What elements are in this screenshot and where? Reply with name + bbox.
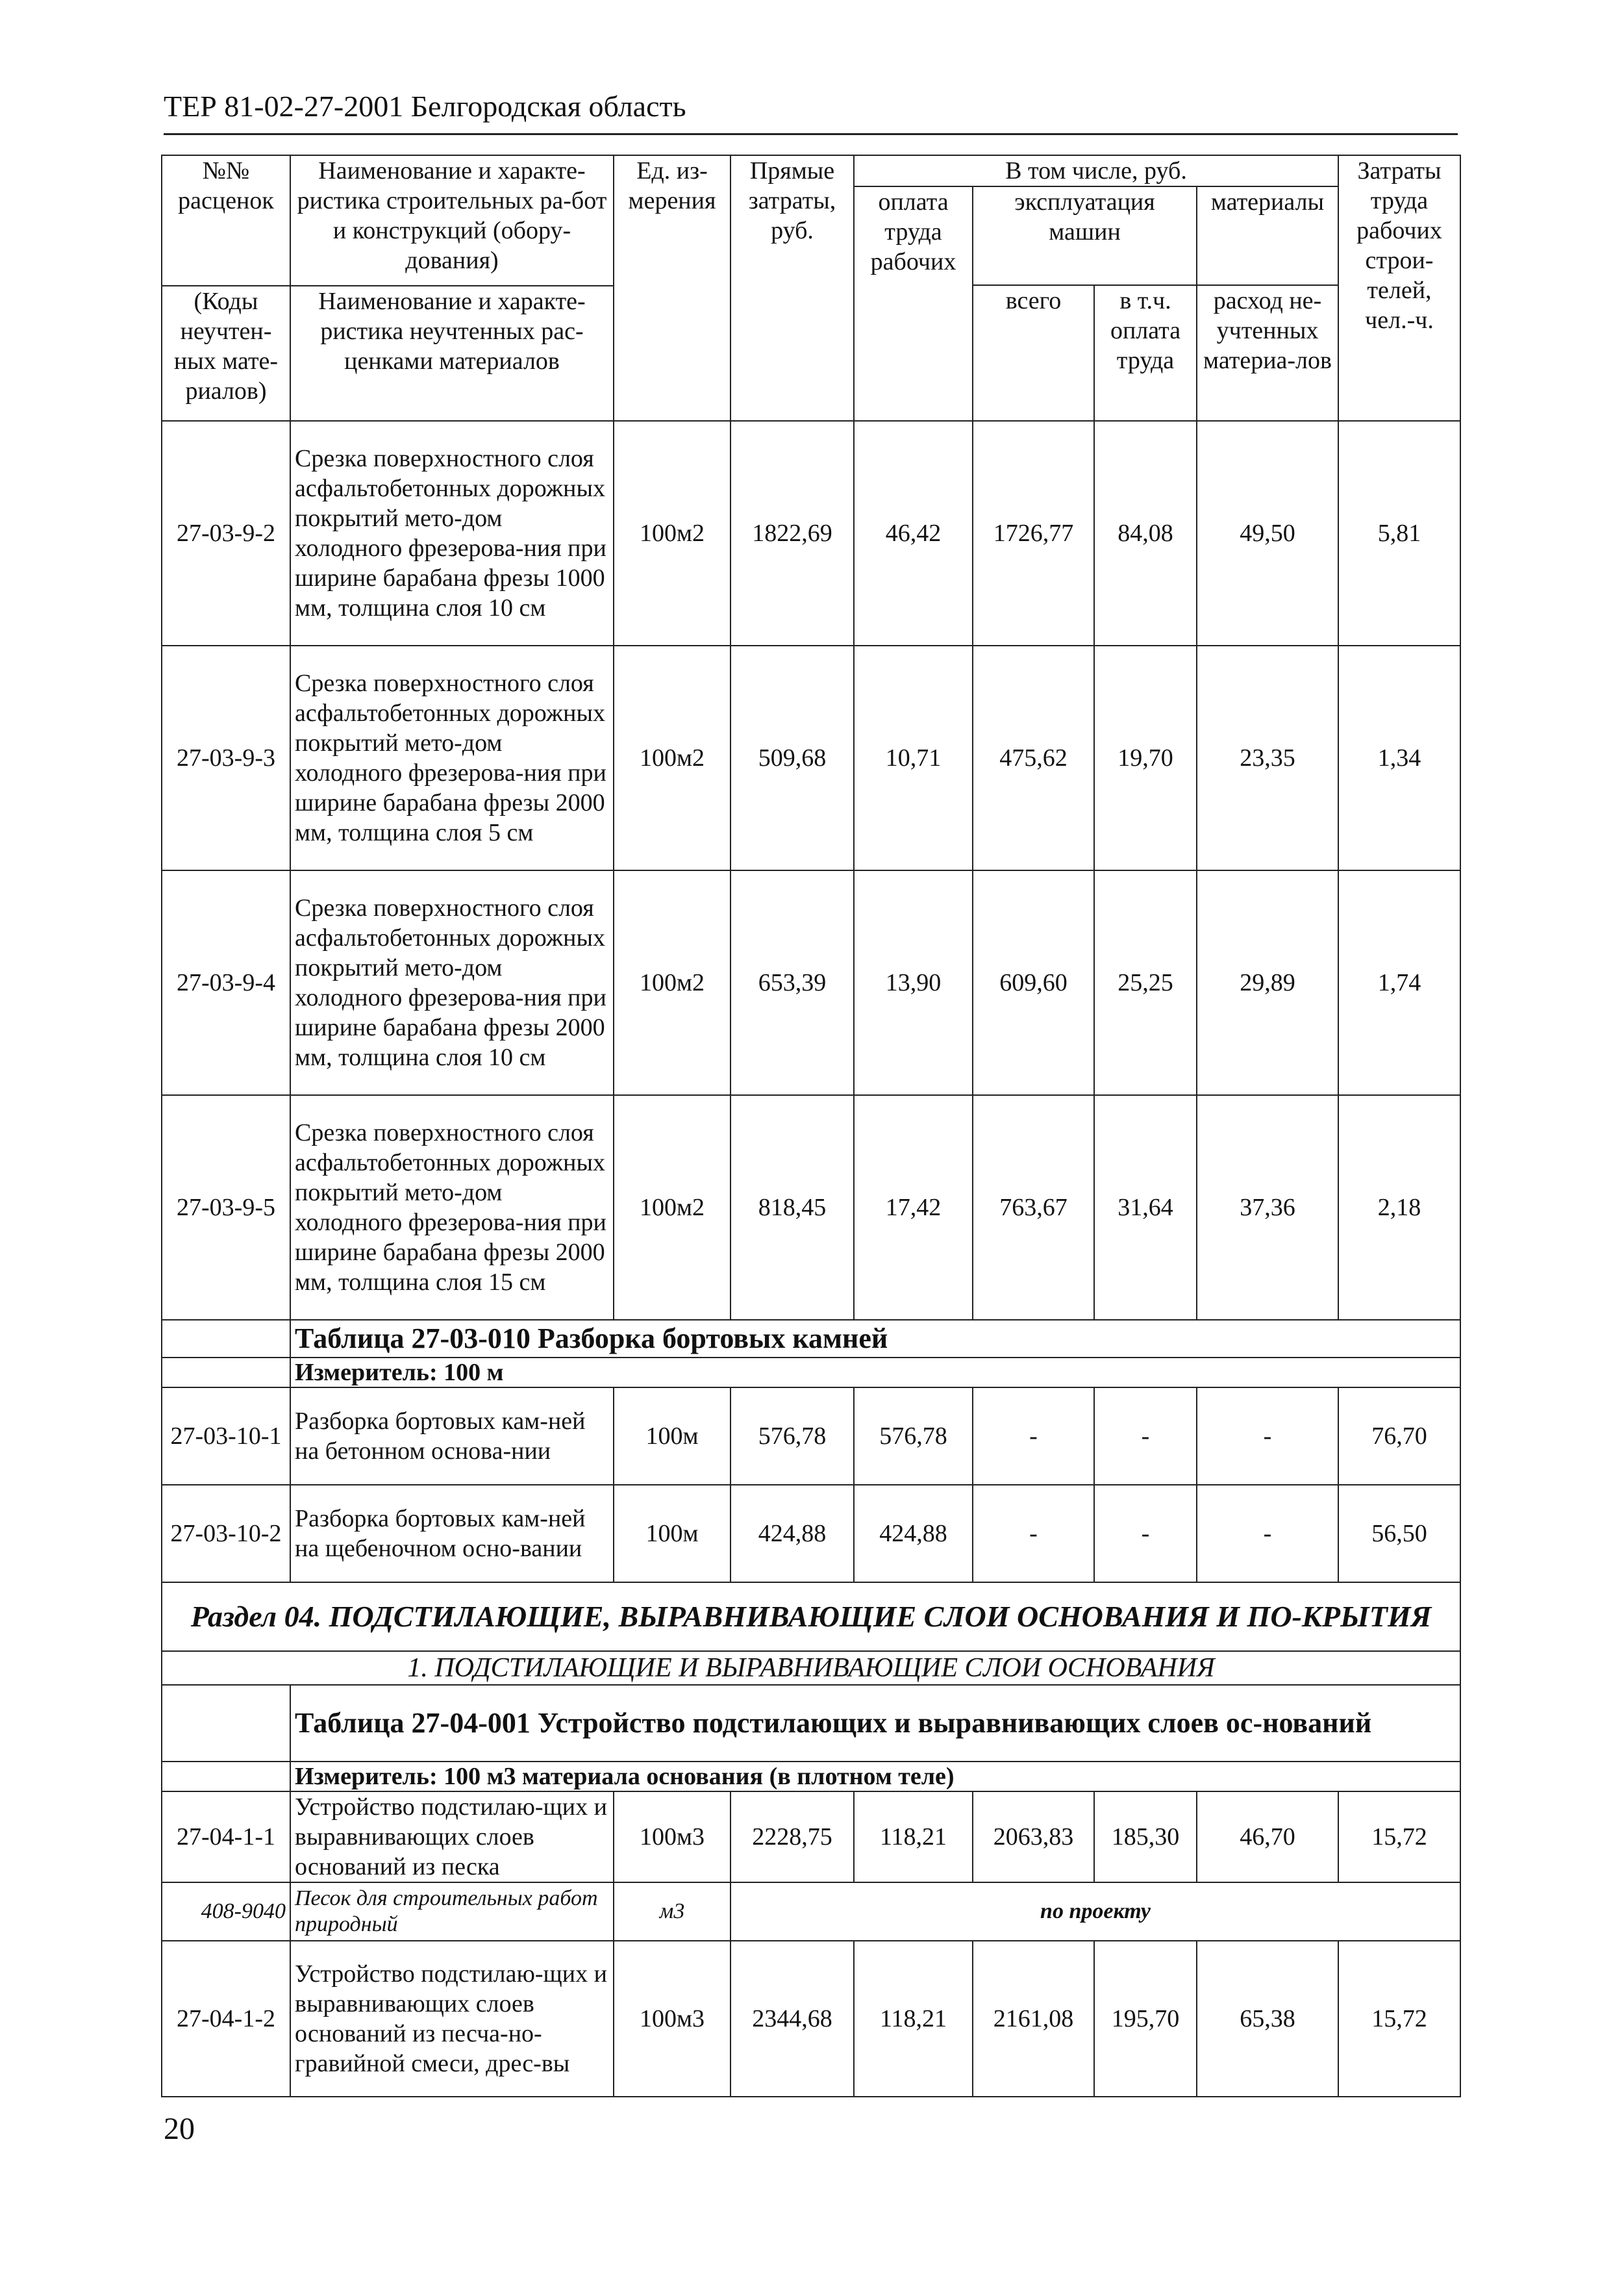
row-labor: 1,74 xyxy=(1338,870,1460,1095)
row-unit: 100м2 xyxy=(614,421,731,646)
hdr-materials: материалы xyxy=(1197,186,1338,285)
table-title: Таблица 27-04-001 Устройство подстилающих и выравнивающих слоев ос-нований xyxy=(290,1685,1460,1762)
row-labor: 5,81 xyxy=(1338,421,1460,646)
material-unit: м3 xyxy=(614,1882,731,1941)
row-direct: 1822,69 xyxy=(731,421,854,646)
row-pay: 424,88 xyxy=(854,1485,973,1582)
row-code: 27-04-1-2 xyxy=(162,1941,290,2097)
row-code: 27-03-9-5 xyxy=(162,1095,290,1320)
row-pay: 13,90 xyxy=(854,870,973,1095)
hdr-code2: (Коды неучтен-ных мате-риалов) xyxy=(162,286,290,421)
material-row xyxy=(162,1882,1460,1941)
row-labor: 1,34 xyxy=(1338,646,1460,870)
row-pay: 10,71 xyxy=(854,646,973,870)
hdr-total: всего xyxy=(973,285,1094,421)
row-code: 27-03-9-2 xyxy=(162,421,290,646)
row-mpay: 195,70 xyxy=(1094,1941,1197,2097)
row-unit: 100м2 xyxy=(614,1095,731,1320)
row-pay: 118,21 xyxy=(854,1941,973,2097)
header-rule xyxy=(164,133,1458,135)
hdr-labor-pay: оплата труда рабочих xyxy=(854,186,973,421)
material-code: 408-9040 xyxy=(162,1882,290,1941)
row-mat: - xyxy=(1197,1387,1338,1485)
row-name: Устройство подстилаю-щих и выравнивающих слоев оснований из песча-но-гравийной смеси, дрес-вы xyxy=(290,1941,614,2097)
page-header: ТЕР 81-02-27-2001 Белгородская область xyxy=(164,90,686,123)
hdr-unacc: расход не-учтенных материа-лов xyxy=(1197,285,1338,421)
row-labor: 15,72 xyxy=(1338,1941,1460,2097)
row-unit: 100м3 xyxy=(614,1941,731,2097)
row-code: 27-04-1-1 xyxy=(162,1791,290,1882)
row-pay: 118,21 xyxy=(854,1791,973,1882)
row-mach: - xyxy=(973,1485,1094,1582)
table-row xyxy=(162,1095,1460,1320)
row-name: Разборка бортовых кам-ней на бетонном основа-нии xyxy=(290,1387,614,1485)
row-mat: 23,35 xyxy=(1197,646,1338,870)
table-row xyxy=(162,1485,1460,1582)
row-direct: 653,39 xyxy=(731,870,854,1095)
row-labor: 56,50 xyxy=(1338,1485,1460,1582)
material-note: по проекту xyxy=(731,1882,1460,1941)
row-code: 27-03-9-3 xyxy=(162,646,290,870)
row-pay: 17,42 xyxy=(854,1095,973,1320)
row-direct: 2228,75 xyxy=(731,1791,854,1882)
row-mpay: - xyxy=(1094,1485,1197,1582)
row-unit: 100м2 xyxy=(614,646,731,870)
table-row xyxy=(162,1941,1460,2097)
row-direct: 509,68 xyxy=(731,646,854,870)
row-name: Срезка поверхностного слоя асфальтобетонных дорожных покрытий мето-дом холодного фрезерова-ния при ширине барабана фрезы 2000 мм, толщина слоя 10 см xyxy=(290,870,614,1095)
hdr-name2: Наименование и характе-ристика неучтенных рас-ценками материалов xyxy=(290,286,614,421)
row-code: 27-03-9-4 xyxy=(162,870,290,1095)
row-unit: 100м2 xyxy=(614,870,731,1095)
row-labor: 2,18 xyxy=(1338,1095,1460,1320)
row-mat: 65,38 xyxy=(1197,1941,1338,2097)
table-row xyxy=(162,870,1460,1095)
row-direct: 818,45 xyxy=(731,1095,854,1320)
row-mach: 475,62 xyxy=(973,646,1094,870)
row-code: 27-03-10-1 xyxy=(162,1387,290,1485)
row-pay: 46,42 xyxy=(854,421,973,646)
row-mpay: 19,70 xyxy=(1094,646,1197,870)
row-mach: 2063,83 xyxy=(973,1791,1094,1882)
row-mach: 763,67 xyxy=(973,1095,1094,1320)
row-name: Срезка поверхностного слоя асфальтобетонных дорожных покрытий мето-дом холодного фрезерова-ния при ширине барабана фрезы 1000 мм, толщина слоя 10 см xyxy=(290,421,614,646)
hdr-incl-pay: в т.ч. оплата труда xyxy=(1094,285,1197,421)
subsection-title: 1. ПОДСТИЛАЮЩИЕ И ВЫРАВНИВАЮЩИЕ СЛОИ ОСНОВАНИЯ xyxy=(162,1651,1460,1685)
row-code: 27-03-10-2 xyxy=(162,1485,290,1582)
table-row xyxy=(162,1791,1460,1882)
hdr-unit: Ед. из-мерения xyxy=(614,155,731,421)
row-mat: - xyxy=(1197,1485,1338,1582)
row-labor: 76,70 xyxy=(1338,1387,1460,1485)
row-name: Срезка поверхностного слоя асфальтобетонных дорожных покрытий мето-дом холодного фрезерова-ния при ширине барабана фрезы 2000 мм, толщина слоя 5 см xyxy=(290,646,614,870)
row-mach: 2161,08 xyxy=(973,1941,1094,2097)
row-mpay: 185,30 xyxy=(1094,1791,1197,1882)
hdr-machines: эксплуатация машин xyxy=(973,186,1197,285)
hdr-direct: Прямые затраты, руб. xyxy=(731,155,854,421)
row-unit: 100м3 xyxy=(614,1791,731,1882)
row-mach: - xyxy=(973,1387,1094,1485)
row-mat: 37,36 xyxy=(1197,1095,1338,1320)
page-number: 20 xyxy=(164,2112,195,2146)
row-mpay: 84,08 xyxy=(1094,421,1197,646)
row-mat: 46,70 xyxy=(1197,1791,1338,1882)
row-unit: 100м xyxy=(614,1485,731,1582)
row-name: Срезка поверхностного слоя асфальтобетонных дорожных покрытий мето-дом холодного фрезерова-ния при ширине барабана фрезы 2000 мм, толщина слоя 15 см xyxy=(290,1095,614,1320)
row-mpay: 31,64 xyxy=(1094,1095,1197,1320)
hdr-incl: В том числе, руб. xyxy=(854,155,1338,186)
row-direct: 2344,68 xyxy=(731,1941,854,2097)
row-labor: 15,72 xyxy=(1338,1791,1460,1882)
row-direct: 424,88 xyxy=(731,1485,854,1582)
row-unit: 100м xyxy=(614,1387,731,1485)
row-name: Разборка бортовых кам-ней на щебеночном осно-вании xyxy=(290,1485,614,1582)
row-mat: 49,50 xyxy=(1197,421,1338,646)
section-title: Раздел 04. ПОДСТИЛАЮЩИЕ, ВЫРАВНИВАЮЩИЕ СЛОИ ОСНОВАНИЯ И ПО-КРЫТИЯ xyxy=(162,1582,1460,1651)
row-mach: 1726,77 xyxy=(973,421,1094,646)
table-row xyxy=(162,646,1460,870)
row-mpay: - xyxy=(1094,1387,1197,1485)
hdr-name: Наименование и характе-ристика строительных ра-бот и конструкций (обору-дования) xyxy=(290,155,614,286)
table-title: Таблица 27-03-010 Разборка бортовых камней xyxy=(290,1320,1460,1358)
row-pay: 576,78 xyxy=(854,1387,973,1485)
row-name: Устройство подстилаю-щих и выравнивающих слоев оснований из песка xyxy=(290,1791,614,1882)
table-row xyxy=(162,421,1460,646)
row-mach: 609,60 xyxy=(973,870,1094,1095)
table-meter: Измеритель: 100 м3 материала основания (в плотном теле) xyxy=(290,1762,1460,1791)
hdr-code: №№ расценок xyxy=(162,155,290,286)
row-mat: 29,89 xyxy=(1197,870,1338,1095)
table-row xyxy=(162,1387,1460,1485)
row-mpay: 25,25 xyxy=(1094,870,1197,1095)
hdr-labor-cost: Затраты труда рабочих строи-телей, чел.-ч. xyxy=(1338,155,1460,421)
row-direct: 576,78 xyxy=(731,1387,854,1485)
table-meter: Измеритель: 100 м xyxy=(290,1358,1460,1387)
material-name: Песок для строительных работ природный xyxy=(290,1882,614,1941)
rates-table xyxy=(161,155,1461,2097)
